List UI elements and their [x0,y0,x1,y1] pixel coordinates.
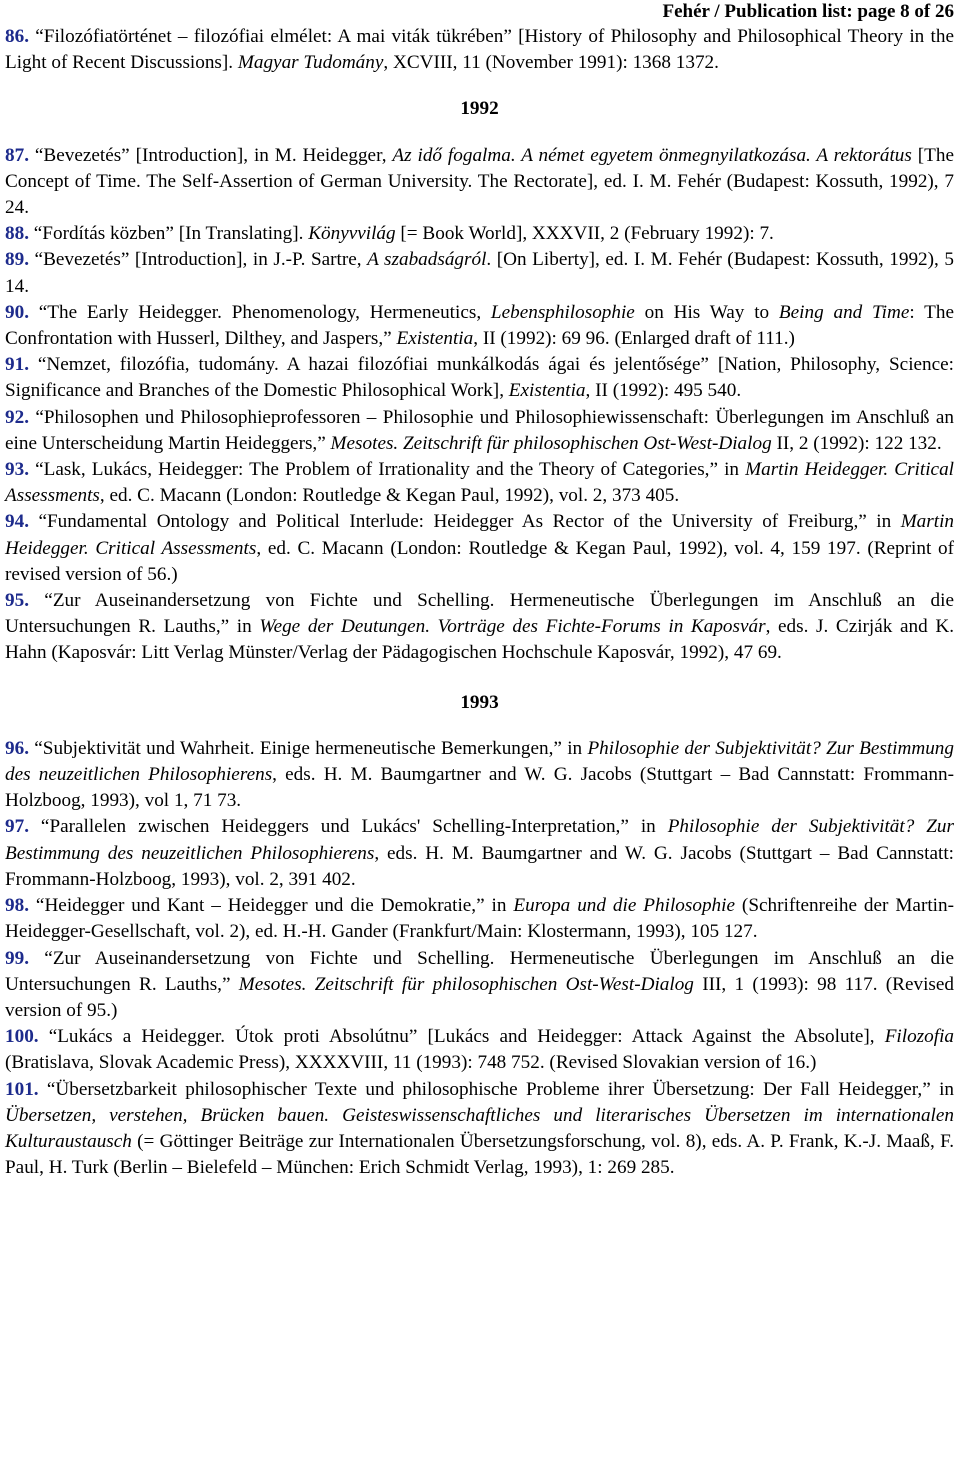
publication-list [5,24,954,1181]
page-header: Fehér / Publication list: page 8 of 26 [662,1,954,22]
citation-text: , II (1992): 495 540. [585,380,742,402]
publication-entry [5,509,954,588]
publication-entry [5,221,954,247]
citation-text: “Bevezetés” [Introduction], in M. Heidegger, [28,144,393,166]
publication-entry [5,143,954,222]
citation-text: , XCVIII, 11 (November 1991): 1368 1372. [383,52,719,74]
citation-text: “Subjektivität und Wahrheit. Einige hermeneutische Bemerkungen,” in [28,737,588,759]
entry-number: 95. [5,590,29,612]
entry-number: 88. [5,223,29,245]
citation-text: : The Confrontation with Husserl, Dilthey, and Jaspers,” [5,301,954,350]
year-spacer [5,123,954,143]
citation-text: (Bratislava, Slovak Academic Press), XXXXVIII, 11 (1993): 748 752. (Revised Slovakian version of 16.) [5,1052,817,1074]
citation-text: [The Concept of Time. The Self-Assertion of German University. The Rectorate], ed. I. M. Fehér (Budapest: Kossuth, 1992), 7 24. [5,144,954,219]
publication-entry [5,1077,954,1182]
citation-text: , eds. H. M. Baumgartner and W. G. Jacobs (Stuttgart – Bad Cannstatt: Frommann-Holzboog, 1993), vol. 2, 391 402. [5,842,954,890]
publication-entry [5,24,954,76]
citation-text: [= Book World], XXXVII, 2 (February 1992): 7. [395,223,774,245]
citation-text: “Fundamental Ontology and Political Interlude: Heidegger As Rector of the University of Freiburg,” in [28,511,901,533]
citation-text: “Lask, Lukács, Heidegger: The Problem of Irrationality and the Theory of Categories,” in [28,459,746,481]
entry-number: 90. [5,301,29,323]
italic-title: Magyar Tudomány [237,52,384,74]
citation-text: “The Early Heidegger. Phenomenology, Hermeneutics, [28,301,491,323]
citation-text: “Zur Auseinandersetzung von Fichte und Schelling. Hermeneutische Überlegungen im Anschluß an die Untersuchungen R. Lauths,” [5,947,954,995]
entry-number: 100. [5,1026,39,1048]
entry-number: 99. [5,947,29,969]
entry-number: 89. [5,249,29,271]
publication-entry [5,946,954,1025]
citation-text: . [On Liberty], ed. I. M. Fehér (Budapest: Kossuth, 1992), 5 14. [5,249,954,297]
citation-text: II, 2 (1992): 122 132. [771,432,942,454]
italic-title: Being and Time [778,301,910,323]
italic-title: Existentia [396,328,474,350]
publication-entry [5,736,954,815]
citation-text: “Übersetzbarkeit philosophischer Texte und philosophische Probleme ihrer Übersetzung: Der Fall Heidegger,” in [38,1078,954,1100]
entry-number: 86. [5,26,29,47]
entry-number: 93. [5,459,29,481]
entry-number: 98. [5,895,29,917]
citation-text: “Lukács a Heidegger. Útok proti Absolútnu” [Lukács and Heidegger: Attack Against the Absolute], [38,1026,885,1048]
publication-entry [5,300,954,352]
italic-title: Lebensphilosophie [490,301,635,323]
citation-text: (= Göttinger Beiträge zur Internationalen Übersetzungsforschung, vol. 8), eds. A. P. Frank, K.-J. Maaß, F. Paul, H. Turk (Berlin – Bielefeld – München: Erich Schmidt Verlag, 1993), 1: 269 285. [5,1130,954,1179]
entry-number: 87. [5,144,29,166]
italic-title: Philosophie der Subjektivität? Zur Bestimmung des neuzeitlichen Philosophierens [5,737,954,786]
italic-title: A szabadságról [367,249,487,271]
citation-text: on His Way to [634,301,779,323]
italic-title: Existentia [508,380,586,402]
italic-title: Mesotes. Zeitschrift für philosophischen Ost-West-Dialog [330,432,772,454]
publication-entry [5,893,954,945]
publication-entry [5,814,954,893]
citation-text: “Zur Auseinandersetzung von Fichte und Schelling. Hermeneutische Überlegungen im Anschluß an die Untersuchungen R. Lauths,” in [5,590,954,638]
italic-title: Az idő fogalma. A német egyetem önmegnyilatkozása. A rektorátus [392,144,912,166]
citation-text: “Heidegger und Kant – Heidegger und die Demokratie,” in [28,895,514,917]
year-spacer [5,667,954,690]
citation-text: , eds. J. Czirják and K. Hahn (Kaposvár: Litt Verlag Münster/Verlag der Pädagogischen Hochschule Kaposvár, 1992), 47 69. [5,616,954,664]
entry-number: 96. [5,737,29,759]
entry-number: 101. [5,1078,39,1100]
entry-number: 94. [5,511,29,533]
publication-entry [5,457,954,509]
year-spacer [5,716,954,736]
citation-text: (Schriftenreihe der Martin-Heidegger-Gesellschaft, vol. 2), ed. H.-H. Gander (Frankfurt/Main: Klostermann, 1993), 105 127. [5,895,954,943]
entry-number: 91. [5,354,29,376]
entry-number: 97. [5,816,29,838]
citation-text: “Parallelen zwischen Heideggers und Lukács' Schelling-Interpretation,” in [28,816,668,838]
year-heading: 1993 [460,691,499,713]
italic-title: Übersetzen, verstehen, Brücken bauen. Geisteswissenschaftliches und literarisches Übersetzen im internationalen Kulturaustausch [5,1104,954,1152]
citation-text: “Philosophen und Philosophieprofessoren – Philosophie und Philosophiewissenschaft: Überlegungen im Anschluß an eine Unterscheidung Martin Heideggers,” [5,406,954,454]
italic-title: Philosophie der Subjektivität? Zur Bestimmung des neuzeitlichen Philosophierens [5,816,954,864]
publication-entry [5,1024,954,1076]
citation-text: , eds. H. M. Baumgartner and W. G. Jacobs (Stuttgart – Bad Cannstatt: Frommann-Holzboog, 1993), vol 1, 71 73. [5,764,954,812]
italic-title: Filozofia [884,1026,954,1048]
entry-number: 92. [5,406,29,428]
citation-text: , ed. C. Macann (London: Routledge & Kegan Paul, 1992), vol. 4, 159 197. (Reprint of revised version of 56.) [5,537,955,585]
citation-text: “Fordítás közben” [In Translating]. [28,223,309,245]
citation-text: “Nemzet, filozófia, tudomány. A hazai filozófiai munkálkodás ágai és jelentősége” [Nation, Philosophy, Science: Significance and Branches of the Domestic Philosophical Work], [5,354,954,402]
citation-text: III, 1 (1993): 98 117. (Revised version of 95.) [5,973,954,1021]
citation-text: “Filozófiatörténet – filozófiai elmélet: A mai viták tükrében” [History of Philosophy and Philosophical Theory in the Light of Recent Discussions]. [5,26,954,74]
citation-text: , ed. C. Macann (London: Routledge & Kegan Paul, 1992), vol. 2, 373 405. [99,485,680,507]
italic-title: Martin Heidegger. Critical Assessments [5,511,954,559]
publication-entry [5,588,954,667]
italic-title: Europa und die Philosophie [513,895,735,917]
publication-entry [5,405,954,457]
year-heading: 1992 [460,98,499,120]
italic-title: Mesotes. Zeitschrift für philosophischen Ost-West-Dialog [238,973,694,995]
publication-entry [5,352,954,404]
italic-title: Wege der Deutungen. Vorträge des Fichte-Forums in Kaposvár [259,616,766,638]
year-spacer [5,76,954,96]
italic-title: Könyvvilág [308,223,396,245]
citation-text: , II (1992): 69 96. (Enlarged draft of 111.) [473,328,795,350]
publication-entry [5,247,954,299]
citation-text: “Bevezetés” [Introduction], in J.-P. Sartre, [28,249,368,271]
italic-title: Martin Heidegger. Critical Assessments [5,459,954,507]
